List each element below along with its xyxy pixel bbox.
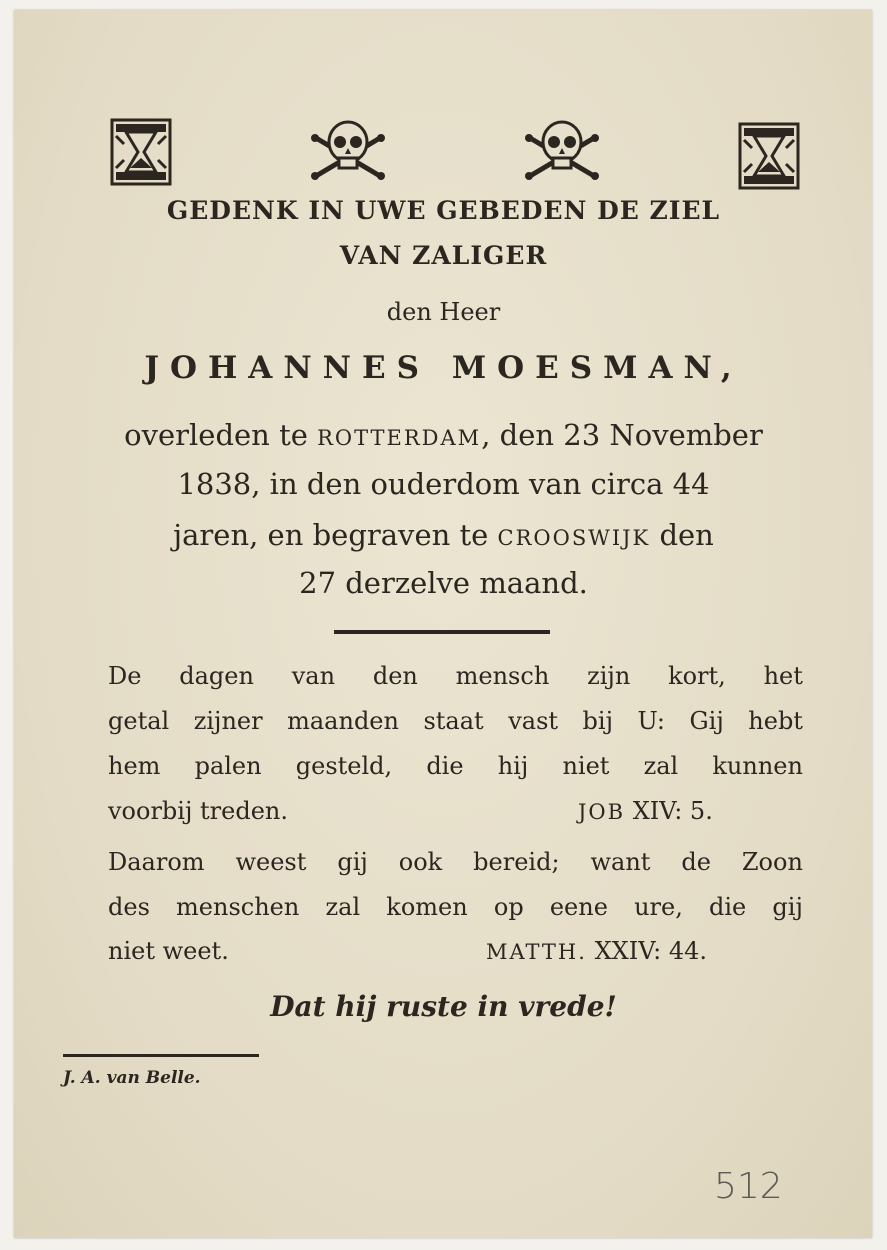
verse-word: kunnen xyxy=(712,752,803,780)
verse1-line-2 xyxy=(108,707,803,735)
verse2-line-3: niet weet. xyxy=(108,937,229,965)
verse-word: van xyxy=(291,662,336,690)
verse-word: hem xyxy=(108,752,161,780)
verse-word: het xyxy=(763,662,803,690)
verse-word: des xyxy=(108,893,150,921)
verse-word: zal xyxy=(643,752,679,780)
closing-phrase: Dat hij ruste in vrede! xyxy=(270,990,617,1023)
verse-word: getal xyxy=(108,707,170,735)
verse-word: Daarom xyxy=(108,848,205,876)
verse-word: staat xyxy=(423,707,484,735)
verse-word: bereid; xyxy=(473,848,560,876)
verse-word: Gij xyxy=(689,707,724,735)
verse-word: komen xyxy=(386,893,468,921)
verse2-line-1 xyxy=(108,848,803,876)
divider xyxy=(334,630,550,634)
verse-word: hij xyxy=(497,752,529,780)
verse2-line-2 xyxy=(108,893,803,921)
place-rotterdam: ROTTERDAM xyxy=(317,426,482,450)
verse-word: zijn xyxy=(587,662,631,690)
verse-word: vast xyxy=(508,707,559,735)
skull-crossbones-icon xyxy=(308,118,388,186)
hourglass-icon xyxy=(110,118,172,186)
details-line-3: jaren, en begraven te CROOSWIJK den xyxy=(173,518,714,552)
honorific: den Heer xyxy=(386,298,501,326)
printer-rule xyxy=(63,1054,259,1057)
verse-word: dagen xyxy=(179,662,254,690)
details-line-1: overleden te ROTTERDAM, den 23 November xyxy=(124,418,763,452)
verse-word: die xyxy=(426,752,464,780)
verse-word: ook xyxy=(398,848,443,876)
verse-word: Zoon xyxy=(741,848,803,876)
verse1-reference: JOB XIV: 5. xyxy=(578,797,713,825)
skull-crossbones-icon xyxy=(522,118,602,186)
hourglass-icon xyxy=(738,122,800,190)
verse1-line-4: voorbij treden. xyxy=(108,797,289,825)
verse-word: niet xyxy=(562,752,610,780)
verse-word: want xyxy=(590,848,651,876)
heading-line-2: VAN ZALIGER xyxy=(339,241,548,270)
verse-word: hebt xyxy=(748,707,803,735)
handwritten-number: 512 xyxy=(714,1166,783,1207)
details-line-2: 1838, in den ouderdom van circa 44 xyxy=(177,467,710,501)
printer-name: J. A. van Belle. xyxy=(63,1068,201,1088)
verse-word: gesteld, xyxy=(295,752,393,780)
verse-word: bij xyxy=(582,707,614,735)
verse-word: zal xyxy=(325,893,361,921)
verse1-line-1 xyxy=(108,662,803,690)
verse-word: palen xyxy=(194,752,262,780)
verse-word: gij xyxy=(337,848,368,876)
verse-word: de xyxy=(681,848,711,876)
place-crooswijk: CROOSWIJK xyxy=(497,526,651,550)
verse-word: mensch xyxy=(455,662,550,690)
verse2-reference: MATTH. XXIV: 44. xyxy=(486,937,708,965)
heading-line-1: GEDENK IN UWE GEBEDEN DE ZIEL xyxy=(166,196,721,225)
verse-word: die xyxy=(709,893,747,921)
verse-word: eene xyxy=(549,893,608,921)
verse-word: weest xyxy=(235,848,307,876)
deceased-name: JOHANNES MOESMAN, xyxy=(144,350,743,386)
verse-word: maanden xyxy=(287,707,399,735)
details-line-4: 27 derzelve maand. xyxy=(299,566,588,600)
verse-word: De xyxy=(108,662,142,690)
verse-word: op xyxy=(493,893,524,921)
verse-word: ure, xyxy=(634,893,683,921)
verse-word: zijner xyxy=(193,707,263,735)
verse-word: U: xyxy=(637,707,665,735)
verse1-line-3 xyxy=(108,752,803,780)
verse-word: den xyxy=(372,662,418,690)
verse-word: gij xyxy=(772,893,803,921)
verse-word: kort, xyxy=(668,662,726,690)
verse-word: menschen xyxy=(176,893,300,921)
